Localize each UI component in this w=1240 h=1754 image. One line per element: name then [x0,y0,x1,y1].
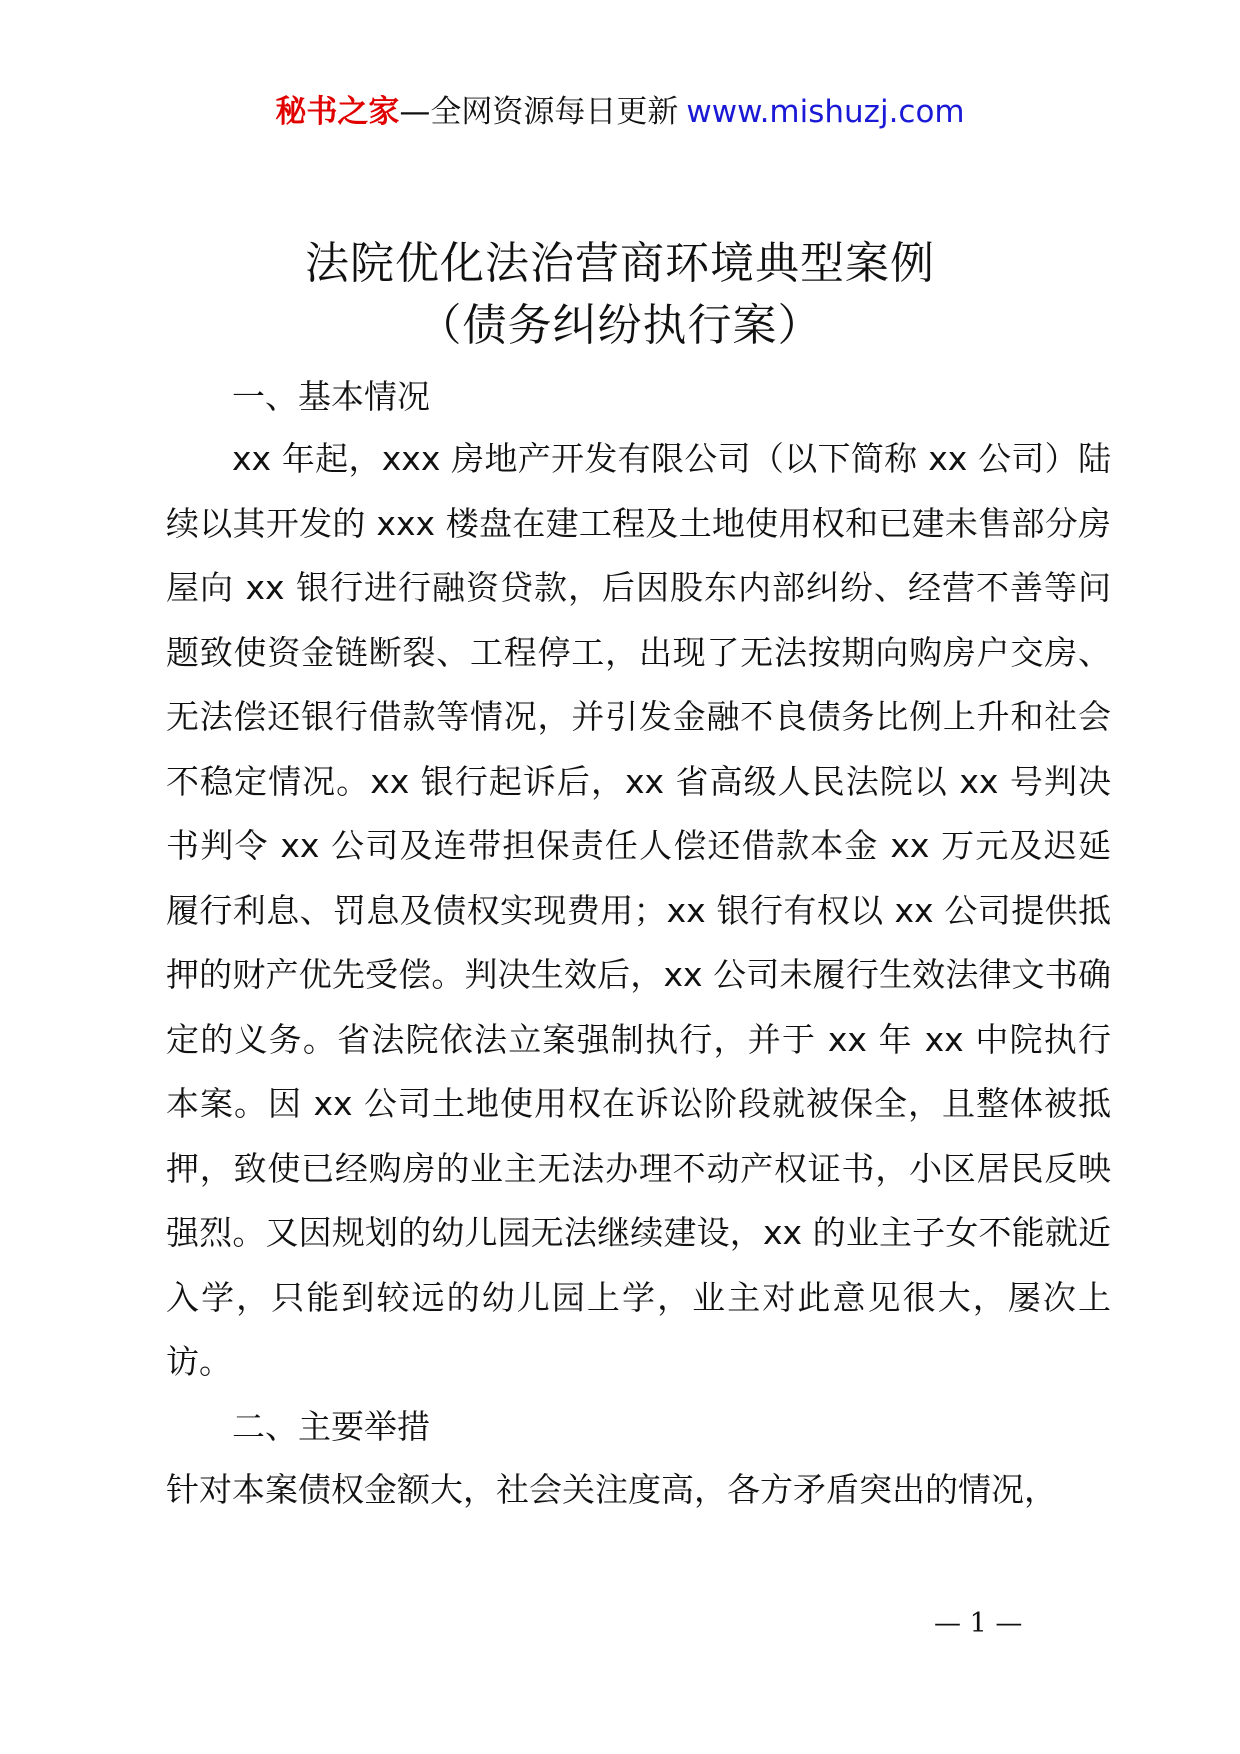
site-header [0,92,1240,132]
site-brand: 秘书之家 [275,94,400,130]
section-heading-main-measures: 二、主要举措 [232,1407,430,1446]
section-paragraph-main-measures: 针对本案债权金额大，社会关注度高，各方矛盾突出的情况， [166,1470,1057,1509]
document-subtitle: （债务纠纷执行案） [417,300,823,351]
document-title: 法院优化法治营商环境典型案例 [305,238,935,289]
site-slogan: —全网资源每日更新 [399,94,679,130]
section-heading-basic-info: 一、基本情况 [232,377,430,416]
site-url-link[interactable]: www.mishuzj.com [686,94,965,130]
page-number: — 1 — [934,1608,1023,1639]
section-paragraph-basic-info: xx 年起，xxx 房地产开发有限公司（以下简称 xx 公司）陆续以其开发的 xxx 楼盘在建工程及土地使用权和已建未售部分房屋向 xx 银行进行融资贷款，后因股东内部纠纷、经营不善等问题致使资金链断裂、工程停工，出现了无法按期向购房户交房、无法偿还银行借款等情况，并引发金融不良债务比例上升和社会不稳定情况。xx 银行起诉后，xx 省高级人民法院以 xx 号判决书判令 xx 公司及连带担保责任人偿还借款本金 xx 万元及迟延履行利息、罚息及债权实现费用；xx 银行有权以 xx 公司提供抵押的财产优先受偿。判决生效后，xx 公司未履行生效法律文书确定的义务。省法院依法立案强制执行，并于 xx 年 xx 中院执行本案。因 xx 公司土地使用权在诉讼阶段就被保全，且整体被抵押，致使已经购房的业主无法办理不动产权证书，小区居民反映强烈。又因规划的幼儿园无法继续建设，xx 的业主子女不能就近入学，只能到较远的幼儿园上学，业主对此意见很大，屡次上访。 [166,439,1111,1381]
